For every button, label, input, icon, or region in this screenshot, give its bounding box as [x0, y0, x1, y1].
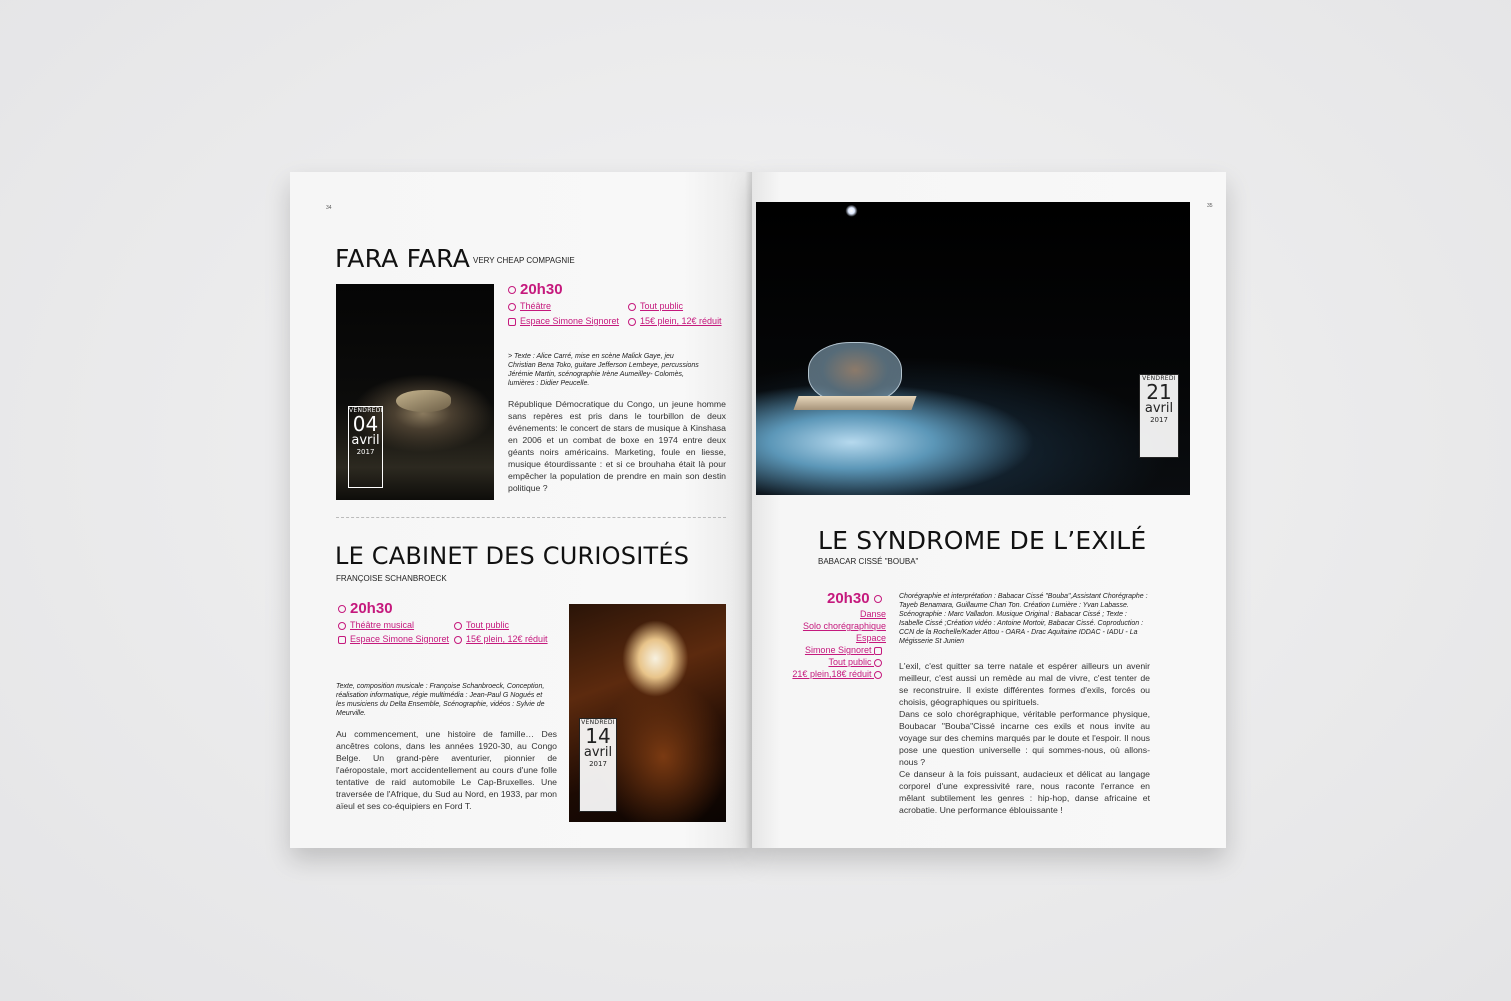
audience-label: Tout public: [640, 301, 684, 311]
ticket-icon: [628, 318, 636, 326]
home-icon: [508, 318, 516, 326]
date-day: 04: [352, 412, 379, 436]
price-label: 15€ plein, 12€ réduit: [466, 634, 548, 644]
dancer-figure: [396, 390, 451, 412]
page-number: 35: [1207, 203, 1213, 209]
clock-icon: [508, 286, 516, 294]
magazine-spread: [290, 172, 1226, 848]
table-prop: [793, 396, 916, 410]
event-time-row: [338, 600, 393, 618]
section-divider: [336, 517, 726, 518]
date-month: avril: [583, 745, 613, 760]
event-description: [899, 660, 1150, 816]
description-paragraph: Ce danseur à la fois puissant, audacieux et délicat au langage corporel d'une expressivité rare, nous raconte l'errance en mêlant subtilement les genres : hip-hop, danse africaine et acrobatie. Une performance éblouissante !: [899, 769, 1150, 815]
venue-label-line2: Simone Signoret: [804, 645, 872, 655]
event-price: [454, 634, 548, 644]
theatre-icon: [508, 303, 516, 311]
event-price: [628, 316, 722, 326]
page-number: 34: [326, 205, 332, 211]
genre-label: Théâtre: [520, 301, 552, 311]
right-page: [752, 172, 1226, 848]
event-time-row: [508, 281, 563, 299]
event-audience: [454, 620, 509, 630]
event-venue: [508, 316, 619, 326]
event-time: 20h30: [827, 590, 870, 607]
date-month: avril: [1144, 401, 1174, 416]
description-paragraph: L'exil, c'est quitter sa terre natale et espérer ailleurs un avenir meilleur, c'est aussi un remède au mal de vivre, c'est tenter de se reconstruire. Il existe différentes formes d'exils, forcés ou choisis, géographiques ou spirituels.: [899, 661, 1150, 707]
date-day: 21: [1146, 380, 1172, 404]
audience-label: Tout public: [828, 657, 872, 667]
genre-label: Théâtre musical: [350, 620, 415, 630]
event-time: 20h30: [350, 600, 393, 617]
date-month: avril: [351, 433, 380, 448]
event-price: [772, 669, 886, 679]
event-company: VERY CHEAP COMPAGNIE: [473, 256, 575, 265]
date-weekday: VENDREDI: [581, 719, 615, 726]
clock-icon: [874, 595, 882, 603]
person-icon: [454, 622, 462, 630]
event-time-row: [772, 590, 886, 608]
event-title: LE CABINET DES CURIOSITÉS: [335, 542, 690, 570]
event-description: République Démocratique du Congo, un jeune homme sans repères est pris dans le tourbillon de deux événements: le concert de stars de musique à Kinshasa en 2006 et un combat de boxe en 1974 entre deux géants noirs américains. Marketing, foule en liesse, musique étourdissante : et si ce brouhaha était là pour empêcher la population de prendre en main son destin politique ?: [508, 399, 726, 493]
date-badge: [348, 406, 383, 488]
event-company: FRANÇOISE SCHANBROECK: [336, 574, 447, 583]
date-weekday: VENDREDI: [1142, 375, 1176, 382]
price-label: 21€ plein,18€ réduit: [792, 669, 872, 679]
venue-label: Espace Simone Signoret: [520, 316, 620, 326]
price-label: 15€ plein, 12€ réduit: [640, 316, 722, 326]
date-badge: [1139, 374, 1179, 458]
event-genre: [508, 301, 551, 311]
date-badge: [579, 718, 617, 812]
event-photo: [569, 604, 726, 822]
ticket-icon: [874, 671, 882, 679]
date-year: 2017: [356, 448, 375, 456]
event-credits: > Texte : Alice Carré, mise en scène Malick Gaye, jeu Christian Bena Toko, guitare Jefferson Lembeye, percussions Jérémie Martin, scénographie Irène Aumeilley- Colomès, lumières : Didier Peucelle.: [508, 353, 699, 387]
event-credits: Chorégraphie et interprétation : Babacar Cissé "Bouba",Assistant Chorégraphe : Tayeb Benamara, Guillaume Chan Ton. Création Lumière : Yvan Labasse. Scénographie : Marc Valladon. Musique Original : Babacar Cissé ; Texte : Isabelle Cissé ;Création vidéo : Antoine Mortoir, Babacar Cissé. Coproduction : CCN de la Rochelle/Kader Attou - OARA - Drac Aquitaine IDDAC - IADU - La Mégisserie St Junien: [899, 593, 1148, 645]
person-icon: [874, 659, 882, 667]
event-time: 20h30: [520, 281, 563, 298]
event-title: FARA FARA: [335, 244, 471, 273]
audience-label: Tout public: [466, 620, 510, 630]
event-audience: [628, 301, 683, 311]
venue-label: Espace Simone Signoret: [350, 634, 450, 644]
clock-icon: [338, 605, 346, 613]
event-genre: [338, 620, 414, 630]
event-venue: [772, 645, 886, 655]
person-icon: [628, 303, 636, 311]
glass-bowl: [808, 342, 902, 404]
event-title: LE SYNDROME DE L’EXILÉ: [818, 526, 1147, 555]
event-credits: Texte, composition musicale : Françoise Schanbroeck, Conception, réalisation informatique, régie multimédia : Jean-Paul G Nogués et les musiciens du Delta Ensemble, Scénographie, vidéos : Sylvie de Meurville.: [336, 683, 545, 717]
event-company: BABACAR CISSÉ "BOUBA": [818, 557, 919, 566]
ticket-icon: [454, 636, 462, 644]
theatre-icon: [338, 622, 346, 630]
event-photo: [336, 284, 494, 500]
genre-detail-label: Solo chorégraphique: [802, 621, 886, 631]
event-description: Au commencement, une histoire de famille… Des ancêtres colons, dans les années 1920-30, au Congo Belge. Un grand-père aventurier, pionnier de l'aéropostale, mort accidentellement au cours d'une folle tentative de raid automobile Le Cap-Bruxelles. Une traversée de l'Afrique, du Sud au Nord, en 1933, par mon aïeul et ses co-équipiers en Ford T.: [336, 729, 557, 811]
event-audience: [772, 657, 886, 667]
date-weekday: VENDREDI: [349, 407, 383, 414]
left-page: [290, 172, 752, 848]
date-year: 2017: [1150, 416, 1168, 424]
home-icon: [338, 636, 346, 644]
event-info-column: [772, 590, 886, 679]
event-venue: [338, 634, 449, 644]
description-paragraph: Dans ce solo chorégraphique, véritable performance physique, Boubacar "Bouba"Cissé incarne ces exils et nous invite au voyage sur des chemins marqués par le doute et l'espoir. Il nous pose une question universelle : qui sommes-nous, où allons-nous ?: [899, 709, 1150, 767]
event-photo: [756, 202, 1190, 495]
home-icon: [874, 647, 882, 655]
genre-label: Danse: [859, 609, 886, 619]
venue-label-line1: Espace: [855, 633, 886, 643]
date-year: 2017: [589, 760, 607, 768]
date-day: 14: [585, 724, 611, 748]
